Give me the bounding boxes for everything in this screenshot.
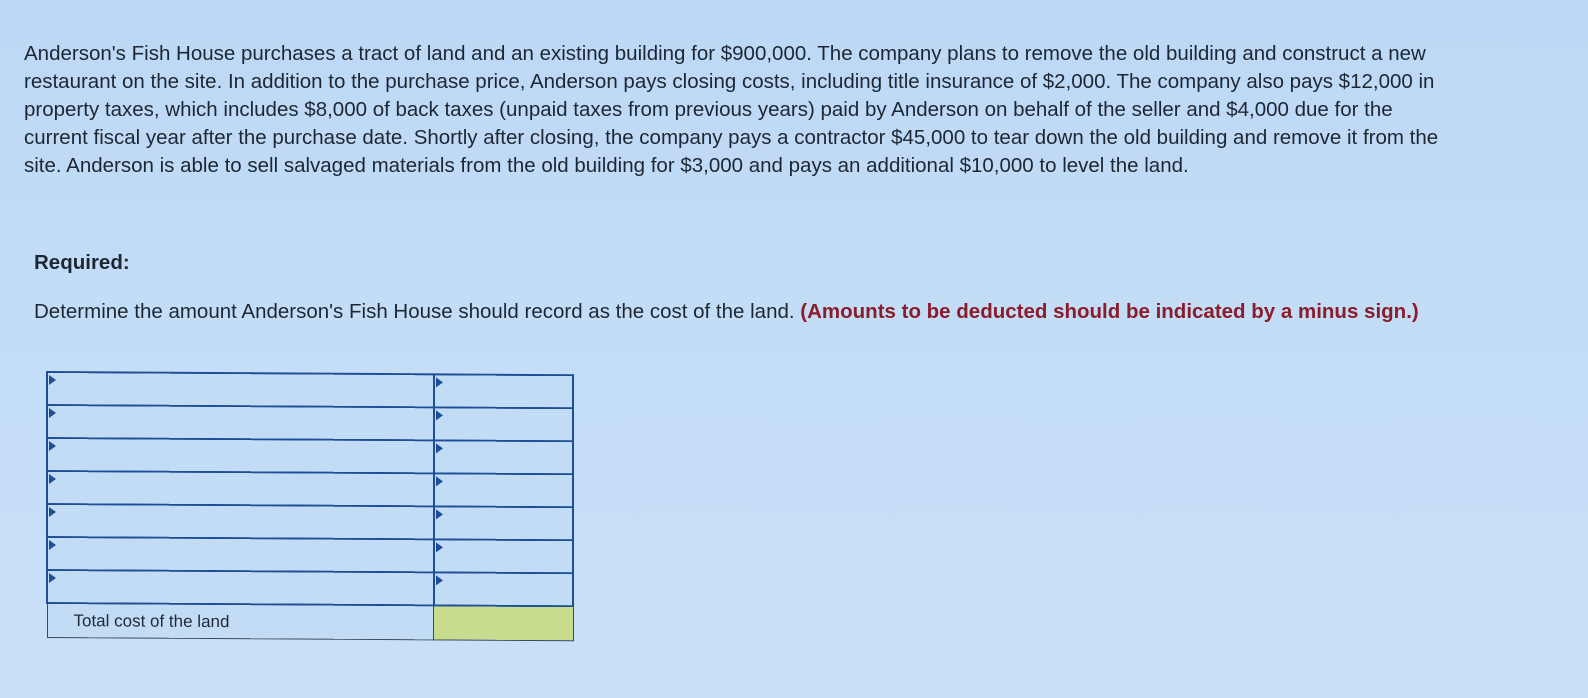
row-amount-cell[interactable] [434, 407, 573, 441]
instruction-text: Determine the amount Anderson's Fish House should record as the cost of the land. [34, 300, 795, 323]
row-amount-cell[interactable] [434, 572, 573, 606]
row-label-cell[interactable] [47, 504, 434, 539]
row-amount-cell[interactable] [434, 506, 573, 540]
row-label-cell[interactable] [47, 438, 434, 473]
table-row [47, 372, 573, 408]
row-label-input[interactable] [48, 505, 433, 538]
dropdown-marker-icon [436, 542, 443, 552]
total-row [47, 603, 573, 641]
dropdown-marker-icon [436, 443, 443, 453]
dropdown-marker-icon [49, 375, 56, 385]
dropdown-marker-icon [49, 441, 56, 451]
required-heading: Required: [34, 251, 130, 274]
dropdown-marker-icon [436, 410, 443, 420]
row-amount-cell[interactable] [434, 473, 573, 507]
dropdown-marker-icon [49, 408, 56, 418]
table-row [47, 405, 573, 441]
row-amount-input[interactable] [435, 474, 572, 506]
row-amount-cell[interactable] [434, 440, 573, 474]
row-amount-cell[interactable] [434, 374, 573, 408]
row-amount-input[interactable] [435, 441, 572, 473]
row-label-input[interactable] [48, 373, 433, 406]
row-amount-input[interactable] [435, 540, 572, 572]
dropdown-marker-icon [49, 507, 56, 517]
row-label-input[interactable] [48, 406, 433, 439]
row-label-input[interactable] [48, 472, 433, 505]
dropdown-marker-icon [436, 575, 443, 585]
row-amount-input[interactable] [435, 573, 572, 605]
row-label-cell[interactable] [47, 537, 434, 572]
total-label: Total cost of the land [47, 603, 434, 640]
dropdown-marker-icon [436, 476, 443, 486]
table-row [47, 504, 573, 540]
row-label-input[interactable] [48, 538, 433, 571]
row-amount-input[interactable] [435, 375, 572, 407]
row-label-input[interactable] [48, 439, 433, 472]
problem-statement: Anderson's Fish House purchases a tract of land and an existing building for $900,000. The company plans to remove the old building and construct a new restaurant on the site. In addition to the purchase price, Anderson pays closing costs, including title insurance of $2,000. The company also pays $12,000 in property taxes, which includes $8,000 of back taxes (unpaid taxes from previous years) paid by Anderson on behalf of the seller and $4,000 due for the current fiscal year after the purchase date. Shortly after closing, the company pays a contractor $45,000 to tear down the old building and remove it from the site. Anderson is able to sell salvaged materials from the old building for $3,000 and pays an additional $10,000 to level the land. [24, 42, 1439, 177]
table-row [47, 570, 573, 606]
table-row [47, 471, 573, 507]
total-cost-cell [434, 605, 573, 640]
row-amount-input[interactable] [435, 408, 572, 440]
land-cost-table [46, 371, 574, 641]
row-amount-input[interactable] [435, 507, 572, 539]
table-row [47, 438, 573, 474]
dropdown-marker-icon [49, 474, 56, 484]
row-label-input[interactable] [48, 571, 433, 604]
dropdown-marker-icon [436, 377, 443, 387]
dropdown-marker-icon [49, 540, 56, 550]
row-amount-cell[interactable] [434, 539, 573, 573]
required-instruction [34, 267, 1434, 327]
row-label-cell[interactable] [47, 405, 434, 440]
dropdown-marker-icon [49, 573, 56, 583]
dropdown-marker-icon [436, 509, 443, 519]
row-label-cell[interactable] [47, 570, 434, 605]
row-label-cell[interactable] [47, 471, 434, 506]
row-label-cell[interactable] [47, 372, 434, 407]
table-row [47, 537, 573, 573]
deduction-note: (Amounts to be deducted should be indicated by a minus sign.) [800, 300, 1419, 323]
